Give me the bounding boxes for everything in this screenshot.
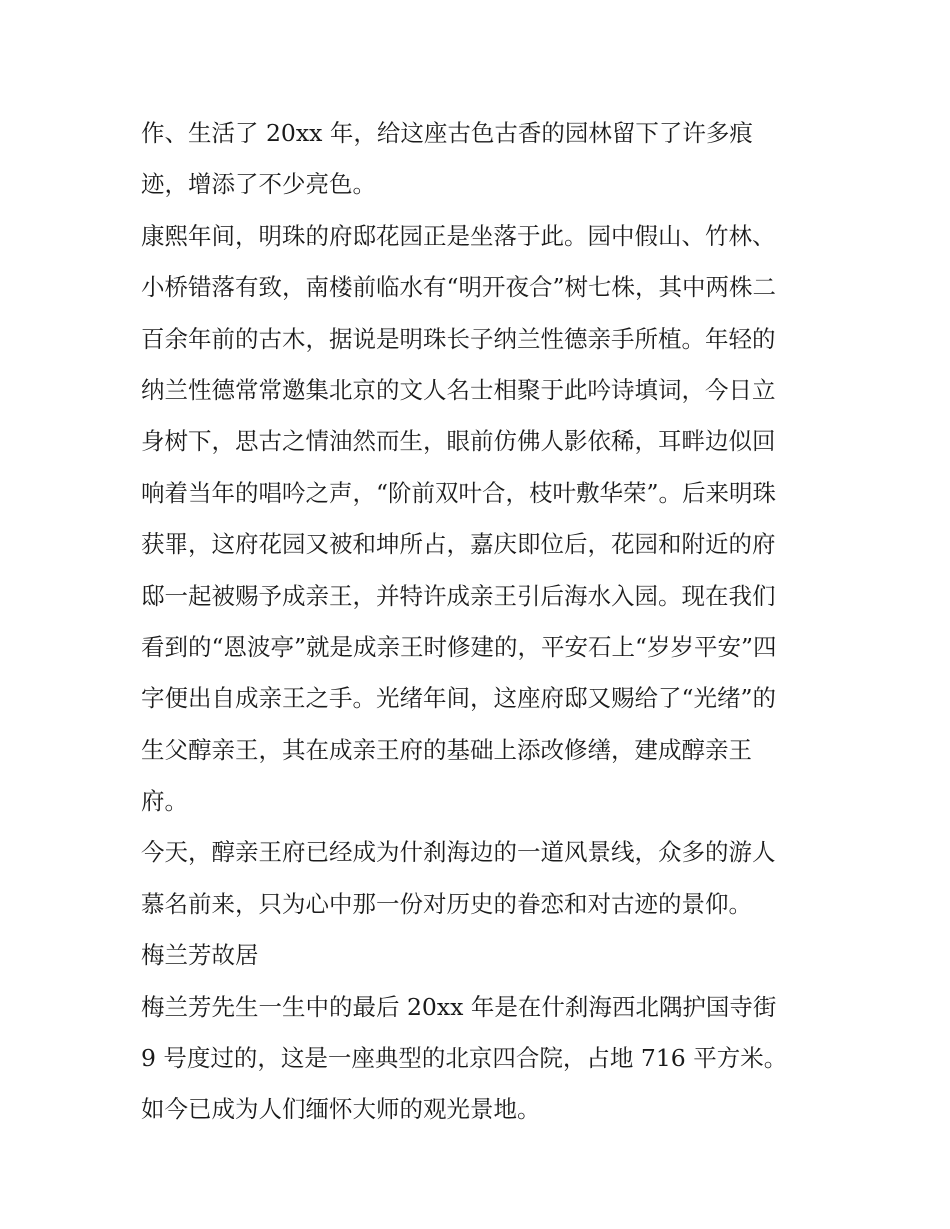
text-line: 身树下，思古之情油然而生，眼前仿佛人影依稀，耳畔边似回 xyxy=(141,427,776,456)
text-line: 小桥错落有致，南楼前临水有“明开夜合”树七株，其中两株二 xyxy=(141,273,777,302)
text-line: 康熙年间，明珠的府邸花园正是坐落于此。园中假山、竹林、 xyxy=(141,221,776,250)
text-line: 看到的“恩波亭”就是成亲王时修建的，平安石上“岁岁平安”四 xyxy=(141,632,777,661)
text-line: 梅兰芳先生一生中的最后 20xx 年是在什刹海西北隅护国寺街 xyxy=(141,992,777,1021)
text-line: 响着当年的唱吟之声，“阶前双叶合，枝叶敷华荣”。后来明珠 xyxy=(141,478,777,507)
text-line: 慕名前来，只为心中那一份对历史的眷恋和对古迹的景仰。 xyxy=(141,889,752,918)
text-line: 生父醇亲王，其在成亲王府的基础上添改修缮，建成醇亲王 xyxy=(141,735,752,764)
body-text xyxy=(141,108,821,1136)
text-line: 获罪，这府花园又被和坤所占，嘉庆即位后，花园和附近的府 xyxy=(141,530,776,559)
text-line: 今天，醇亲王府已经成为什刹海边的一道风景线，众多的游人 xyxy=(141,838,776,867)
text-line: 字便出自成亲王之手。光绪年间，这座府邸又赐给了“光绪”的 xyxy=(141,684,777,713)
text-line: 作、生活了 20xx 年，给这座古色古香的园林留下了许多痕 xyxy=(141,119,753,147)
text-line: 邸一起被赐予成亲王，并特许成亲王引后海水入园。现在我们 xyxy=(141,581,776,610)
text-line: 府。 xyxy=(141,787,188,816)
text-line: 如今已成为人们缅怀大师的观光景地。 xyxy=(141,1095,541,1124)
section-heading: 梅兰芳故居 xyxy=(141,941,259,970)
text-line: 迹，增添了不少亮色。 xyxy=(141,170,376,199)
text-line: 百余年前的古木，据说是明珠长子纳兰性德亲手所植。年轻的 xyxy=(141,324,776,353)
text-line: 9 号度过的，这是一座典型的北京四合院，占地 716 平方米。 xyxy=(141,1044,788,1073)
text-line: 纳兰性德常常邀集北京的文人名士相聚于此吟诗填词，今日立 xyxy=(141,375,776,404)
